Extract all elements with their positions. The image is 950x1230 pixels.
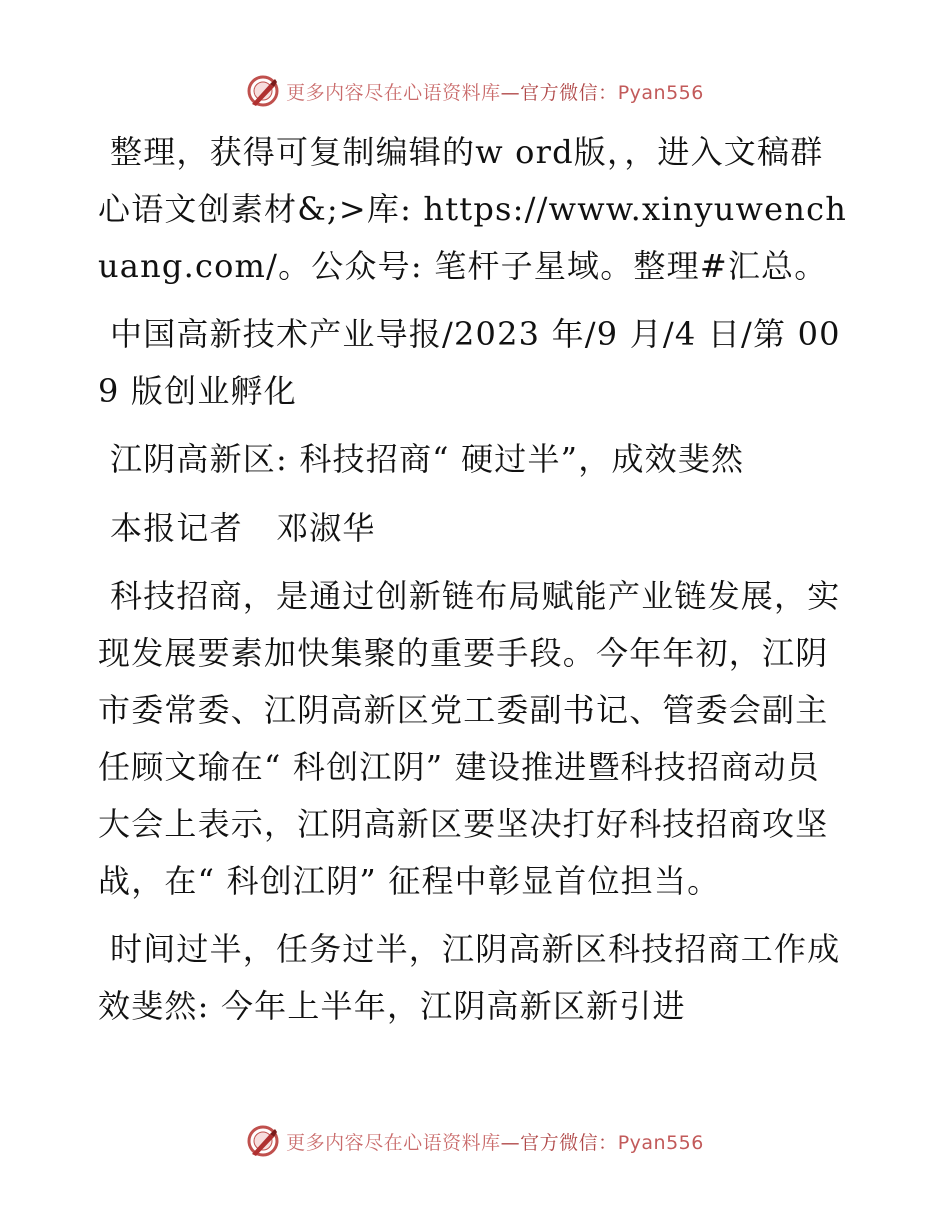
document-body <box>98 124 850 1046</box>
header-watermark-banner <box>0 71 950 111</box>
intro-paragraph: 整理，获得可复制编辑的w ord版，，进入文稿群心语文创素材&;>库: https://www.xinyuwenchuang.com/。公众号: 笔杆子星域。整理#汇总。 <box>98 133 848 285</box>
watermark-text: 更多内容尽在心语资料库—官方微信：Pyan556 <box>286 1131 704 1154</box>
source-line: 中国高新技术产业导报/2023 年/9 月/4 日/第 009 版创业孵化 <box>98 315 841 410</box>
article-title: 江阴高新区: 科技招商“ 硬过半”，成效斐然 <box>110 440 745 478</box>
body-paragraph: 时间过半，任务过半，江阴高新区科技招商工作成效斐然: 今年上半年，江阴高新区新引进 <box>98 930 841 1025</box>
byline: 本报记者 邓淑华 <box>110 509 376 547</box>
footer-watermark-banner <box>0 1121 950 1161</box>
pen-logo-icon <box>246 74 280 108</box>
body-paragraph: 科技招商，是通过创新链布局赋能产业链发展，实现发展要素加快集聚的重要手段。今年年初，江阴市委常委、江阴高新区党工委副书记、管委会副主任顾文瑜在“ 科创江阴” 建设推进暨科技招商动员大会上表示，江阴高新区要坚决打好科技招商攻坚战，在“ 科创江阴” 征程中彰显首位担当。 <box>98 577 841 900</box>
pen-logo-icon <box>246 1124 280 1158</box>
watermark-text: 更多内容尽在心语资料库—官方微信：Pyan556 <box>286 81 704 104</box>
